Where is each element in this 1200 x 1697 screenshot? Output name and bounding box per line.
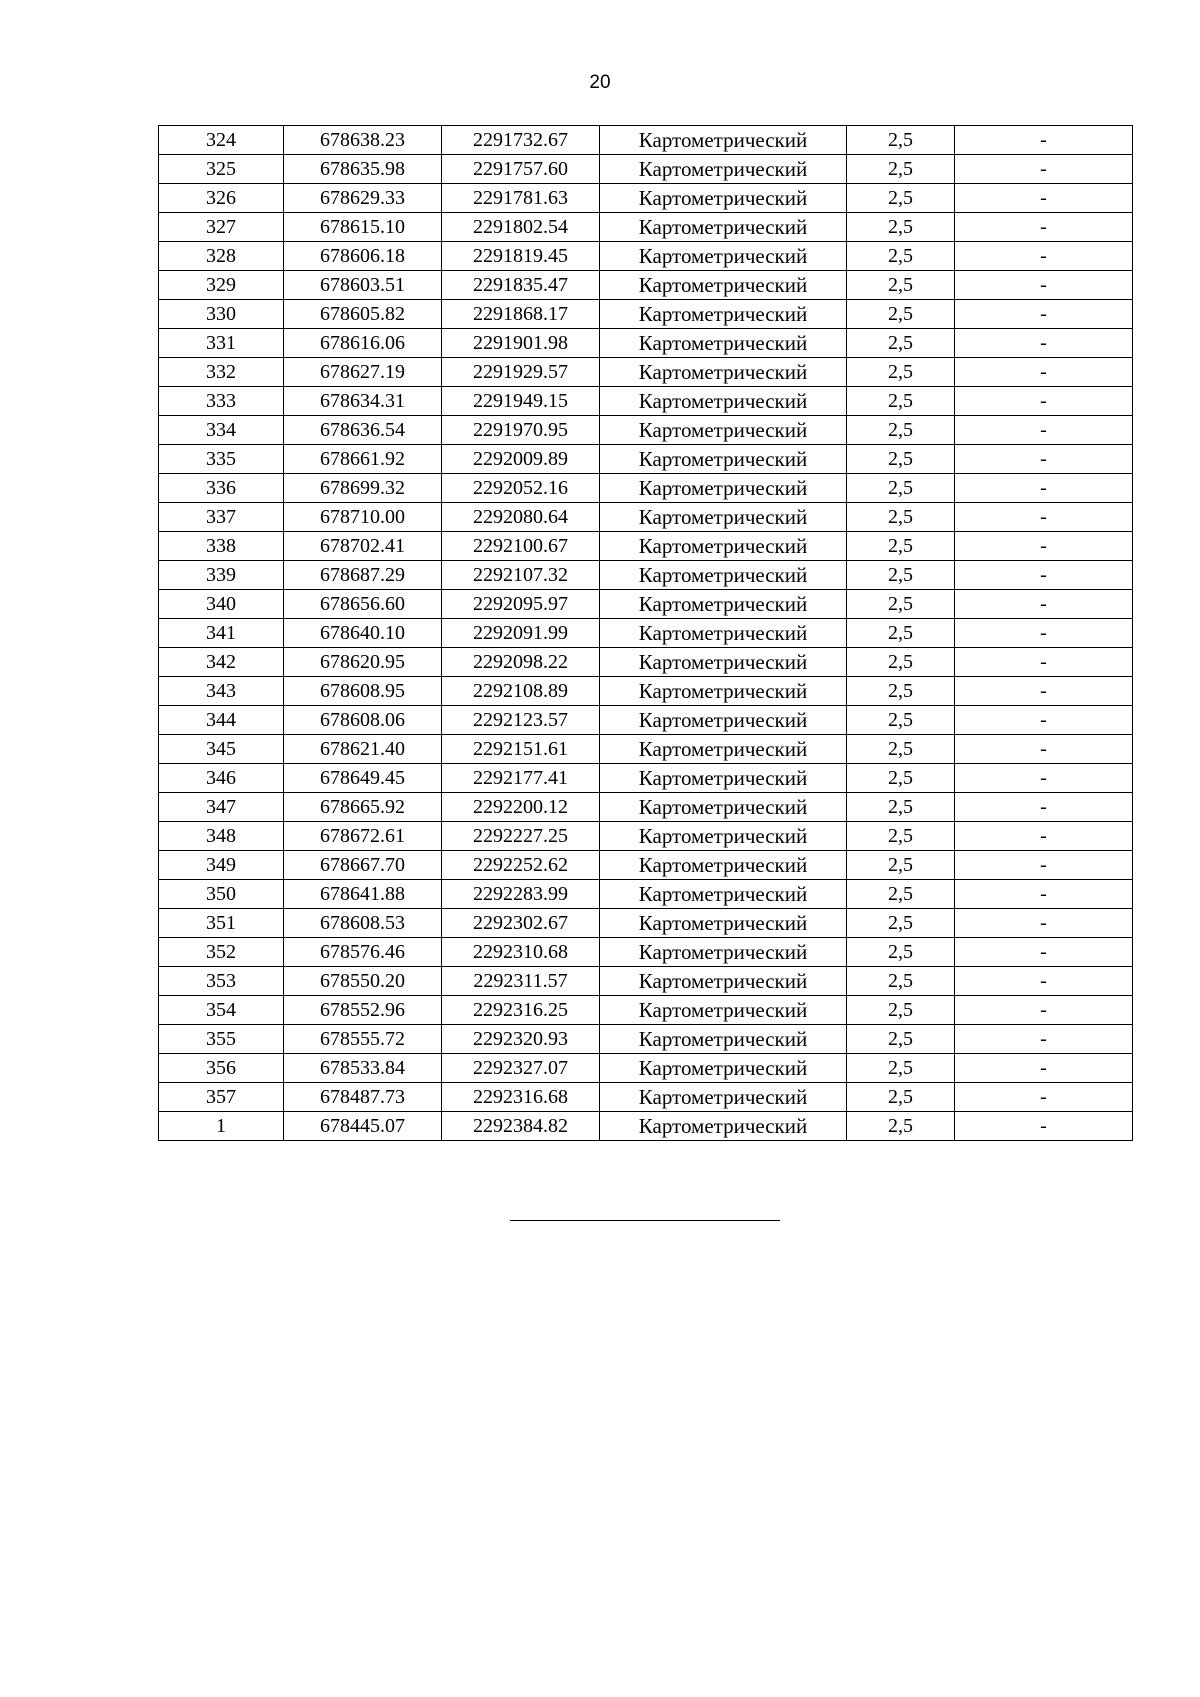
- x-coordinate-cell: 678605.82: [284, 300, 442, 329]
- y-coordinate-cell: 2291802.54: [442, 213, 600, 242]
- accuracy-cell: 2,5: [847, 503, 955, 532]
- table-row: [159, 532, 1133, 561]
- method-cell: Картометрический: [600, 909, 847, 938]
- accuracy-cell: 2,5: [847, 184, 955, 213]
- x-coordinate-cell: 678661.92: [284, 445, 442, 474]
- y-coordinate-cell: 2292091.99: [442, 619, 600, 648]
- point-number-cell: 335: [159, 445, 284, 474]
- description-cell: -: [955, 822, 1133, 851]
- table-row: [159, 387, 1133, 416]
- y-coordinate-cell: 2291781.63: [442, 184, 600, 213]
- y-coordinate-cell: 2292123.57: [442, 706, 600, 735]
- y-coordinate-cell: 2291819.45: [442, 242, 600, 271]
- description-cell: -: [955, 271, 1133, 300]
- y-coordinate-cell: 2292095.97: [442, 590, 600, 619]
- y-coordinate-cell: 2292310.68: [442, 938, 600, 967]
- accuracy-cell: 2,5: [847, 126, 955, 155]
- y-coordinate-cell: 2292177.41: [442, 764, 600, 793]
- x-coordinate-cell: 678636.54: [284, 416, 442, 445]
- x-coordinate-cell: 678608.06: [284, 706, 442, 735]
- method-cell: Картометрический: [600, 619, 847, 648]
- accuracy-cell: 2,5: [847, 387, 955, 416]
- y-coordinate-cell: 2292302.67: [442, 909, 600, 938]
- point-number-cell: 336: [159, 474, 284, 503]
- description-cell: -: [955, 300, 1133, 329]
- description-cell: -: [955, 909, 1133, 938]
- method-cell: Картометрический: [600, 996, 847, 1025]
- description-cell: -: [955, 619, 1133, 648]
- y-coordinate-cell: 2291732.67: [442, 126, 600, 155]
- x-coordinate-cell: 678638.23: [284, 126, 442, 155]
- x-coordinate-cell: 678606.18: [284, 242, 442, 271]
- x-coordinate-cell: 678621.40: [284, 735, 442, 764]
- x-coordinate-cell: 678702.41: [284, 532, 442, 561]
- coordinates-table: [158, 125, 1133, 1141]
- accuracy-cell: 2,5: [847, 996, 955, 1025]
- table-row: [159, 503, 1133, 532]
- table-row: [159, 155, 1133, 184]
- x-coordinate-cell: 678487.73: [284, 1083, 442, 1112]
- point-number-cell: 324: [159, 126, 284, 155]
- point-number-cell: 326: [159, 184, 284, 213]
- y-coordinate-cell: 2292311.57: [442, 967, 600, 996]
- point-number-cell: 352: [159, 938, 284, 967]
- table-row: [159, 909, 1133, 938]
- description-cell: -: [955, 735, 1133, 764]
- x-coordinate-cell: 678672.61: [284, 822, 442, 851]
- description-cell: -: [955, 155, 1133, 184]
- description-cell: -: [955, 387, 1133, 416]
- x-coordinate-cell: 678615.10: [284, 213, 442, 242]
- point-number-cell: 347: [159, 793, 284, 822]
- point-number-cell: 344: [159, 706, 284, 735]
- table-row: [159, 793, 1133, 822]
- table-row: [159, 213, 1133, 242]
- description-cell: -: [955, 880, 1133, 909]
- table-row: [159, 329, 1133, 358]
- description-cell: -: [955, 967, 1133, 996]
- point-number-cell: 328: [159, 242, 284, 271]
- x-coordinate-cell: 678634.31: [284, 387, 442, 416]
- table-row: [159, 1054, 1133, 1083]
- method-cell: Картометрический: [600, 300, 847, 329]
- method-cell: Картометрический: [600, 1025, 847, 1054]
- x-coordinate-cell: 678576.46: [284, 938, 442, 967]
- table-row: [159, 735, 1133, 764]
- y-coordinate-cell: 2291757.60: [442, 155, 600, 184]
- point-number-cell: 343: [159, 677, 284, 706]
- x-coordinate-cell: 678667.70: [284, 851, 442, 880]
- x-coordinate-cell: 678445.07: [284, 1112, 442, 1141]
- table-body: [159, 126, 1133, 1141]
- method-cell: Картометрический: [600, 561, 847, 590]
- description-cell: -: [955, 764, 1133, 793]
- table-row: [159, 561, 1133, 590]
- method-cell: Картометрический: [600, 590, 847, 619]
- point-number-cell: 329: [159, 271, 284, 300]
- description-cell: -: [955, 590, 1133, 619]
- description-cell: -: [955, 503, 1133, 532]
- y-coordinate-cell: 2292108.89: [442, 677, 600, 706]
- x-coordinate-cell: 678656.60: [284, 590, 442, 619]
- accuracy-cell: 2,5: [847, 735, 955, 764]
- y-coordinate-cell: 2292227.25: [442, 822, 600, 851]
- method-cell: Картометрический: [600, 532, 847, 561]
- x-coordinate-cell: 678627.19: [284, 358, 442, 387]
- accuracy-cell: 2,5: [847, 880, 955, 909]
- method-cell: Картометрический: [600, 706, 847, 735]
- description-cell: -: [955, 184, 1133, 213]
- method-cell: Картометрический: [600, 648, 847, 677]
- point-number-cell: 327: [159, 213, 284, 242]
- accuracy-cell: 2,5: [847, 822, 955, 851]
- y-coordinate-cell: 2292151.61: [442, 735, 600, 764]
- point-number-cell: 340: [159, 590, 284, 619]
- table-row: [159, 445, 1133, 474]
- x-coordinate-cell: 678649.45: [284, 764, 442, 793]
- table-row: [159, 619, 1133, 648]
- accuracy-cell: 2,5: [847, 648, 955, 677]
- y-coordinate-cell: 2292316.25: [442, 996, 600, 1025]
- x-coordinate-cell: 678620.95: [284, 648, 442, 677]
- end-divider-line: [510, 1220, 780, 1221]
- point-number-cell: 338: [159, 532, 284, 561]
- description-cell: -: [955, 474, 1133, 503]
- accuracy-cell: 2,5: [847, 532, 955, 561]
- description-cell: -: [955, 445, 1133, 474]
- description-cell: -: [955, 561, 1133, 590]
- accuracy-cell: 2,5: [847, 590, 955, 619]
- description-cell: -: [955, 793, 1133, 822]
- point-number-cell: 351: [159, 909, 284, 938]
- description-cell: -: [955, 532, 1133, 561]
- description-cell: -: [955, 126, 1133, 155]
- table-row: [159, 126, 1133, 155]
- point-number-cell: 325: [159, 155, 284, 184]
- y-coordinate-cell: 2291868.17: [442, 300, 600, 329]
- method-cell: Картометрический: [600, 793, 847, 822]
- accuracy-cell: 2,5: [847, 242, 955, 271]
- point-number-cell: 356: [159, 1054, 284, 1083]
- description-cell: -: [955, 677, 1133, 706]
- method-cell: Картометрический: [600, 1083, 847, 1112]
- point-number-cell: 1: [159, 1112, 284, 1141]
- table-row: [159, 851, 1133, 880]
- point-number-cell: 339: [159, 561, 284, 590]
- method-cell: Картометрический: [600, 126, 847, 155]
- table-row: [159, 300, 1133, 329]
- description-cell: -: [955, 1083, 1133, 1112]
- x-coordinate-cell: 678550.20: [284, 967, 442, 996]
- x-coordinate-cell: 678629.33: [284, 184, 442, 213]
- y-coordinate-cell: 2291901.98: [442, 329, 600, 358]
- accuracy-cell: 2,5: [847, 329, 955, 358]
- description-cell: -: [955, 329, 1133, 358]
- x-coordinate-cell: 678635.98: [284, 155, 442, 184]
- method-cell: Картометрический: [600, 213, 847, 242]
- page-number: 20: [589, 72, 611, 93]
- method-cell: Картометрический: [600, 967, 847, 996]
- point-number-cell: 353: [159, 967, 284, 996]
- method-cell: Картометрический: [600, 184, 847, 213]
- description-cell: -: [955, 938, 1133, 967]
- y-coordinate-cell: 2292384.82: [442, 1112, 600, 1141]
- method-cell: Картометрический: [600, 938, 847, 967]
- y-coordinate-cell: 2292080.64: [442, 503, 600, 532]
- description-cell: -: [955, 648, 1133, 677]
- y-coordinate-cell: 2291970.95: [442, 416, 600, 445]
- method-cell: Картометрический: [600, 445, 847, 474]
- accuracy-cell: 2,5: [847, 561, 955, 590]
- x-coordinate-cell: 678555.72: [284, 1025, 442, 1054]
- y-coordinate-cell: 2292098.22: [442, 648, 600, 677]
- point-number-cell: 331: [159, 329, 284, 358]
- point-number-cell: 333: [159, 387, 284, 416]
- method-cell: Картометрический: [600, 358, 847, 387]
- y-coordinate-cell: 2292100.67: [442, 532, 600, 561]
- accuracy-cell: 2,5: [847, 300, 955, 329]
- x-coordinate-cell: 678603.51: [284, 271, 442, 300]
- y-coordinate-cell: 2292200.12: [442, 793, 600, 822]
- point-number-cell: 357: [159, 1083, 284, 1112]
- method-cell: Картометрический: [600, 1112, 847, 1141]
- method-cell: Картометрический: [600, 851, 847, 880]
- accuracy-cell: 2,5: [847, 155, 955, 184]
- accuracy-cell: 2,5: [847, 677, 955, 706]
- x-coordinate-cell: 678608.95: [284, 677, 442, 706]
- table-row: [159, 996, 1133, 1025]
- y-coordinate-cell: 2292316.68: [442, 1083, 600, 1112]
- method-cell: Картометрический: [600, 677, 847, 706]
- method-cell: Картометрический: [600, 416, 847, 445]
- method-cell: Картометрический: [600, 474, 847, 503]
- x-coordinate-cell: 678687.29: [284, 561, 442, 590]
- accuracy-cell: 2,5: [847, 764, 955, 793]
- point-number-cell: 350: [159, 880, 284, 909]
- method-cell: Картометрический: [600, 822, 847, 851]
- method-cell: Картометрический: [600, 329, 847, 358]
- description-cell: -: [955, 416, 1133, 445]
- table-row: [159, 1083, 1133, 1112]
- accuracy-cell: 2,5: [847, 967, 955, 996]
- point-number-cell: 341: [159, 619, 284, 648]
- accuracy-cell: 2,5: [847, 445, 955, 474]
- point-number-cell: 349: [159, 851, 284, 880]
- accuracy-cell: 2,5: [847, 358, 955, 387]
- y-coordinate-cell: 2292320.93: [442, 1025, 600, 1054]
- y-coordinate-cell: 2291835.47: [442, 271, 600, 300]
- table-row: [159, 938, 1133, 967]
- method-cell: Картометрический: [600, 1054, 847, 1083]
- table-row: [159, 271, 1133, 300]
- description-cell: -: [955, 242, 1133, 271]
- accuracy-cell: 2,5: [847, 1083, 955, 1112]
- table-row: [159, 1025, 1133, 1054]
- point-number-cell: 345: [159, 735, 284, 764]
- table-row: [159, 677, 1133, 706]
- accuracy-cell: 2,5: [847, 1112, 955, 1141]
- accuracy-cell: 2,5: [847, 793, 955, 822]
- y-coordinate-cell: 2292009.89: [442, 445, 600, 474]
- accuracy-cell: 2,5: [847, 938, 955, 967]
- description-cell: -: [955, 706, 1133, 735]
- method-cell: Картометрический: [600, 242, 847, 271]
- table-row: [159, 184, 1133, 213]
- point-number-cell: 332: [159, 358, 284, 387]
- description-cell: -: [955, 1025, 1133, 1054]
- description-cell: -: [955, 213, 1133, 242]
- table-row: [159, 648, 1133, 677]
- accuracy-cell: 2,5: [847, 851, 955, 880]
- table-row: [159, 822, 1133, 851]
- point-number-cell: 330: [159, 300, 284, 329]
- accuracy-cell: 2,5: [847, 909, 955, 938]
- y-coordinate-cell: 2291949.15: [442, 387, 600, 416]
- accuracy-cell: 2,5: [847, 1025, 955, 1054]
- x-coordinate-cell: 678616.06: [284, 329, 442, 358]
- method-cell: Картометрический: [600, 503, 847, 532]
- point-number-cell: 355: [159, 1025, 284, 1054]
- method-cell: Картометрический: [600, 764, 847, 793]
- y-coordinate-cell: 2291929.57: [442, 358, 600, 387]
- point-number-cell: 334: [159, 416, 284, 445]
- method-cell: Картометрический: [600, 735, 847, 764]
- description-cell: -: [955, 1112, 1133, 1141]
- point-number-cell: 337: [159, 503, 284, 532]
- x-coordinate-cell: 678699.32: [284, 474, 442, 503]
- table-row: [159, 590, 1133, 619]
- table-row: [159, 880, 1133, 909]
- x-coordinate-cell: 678641.88: [284, 880, 442, 909]
- table-row: [159, 1112, 1133, 1141]
- description-cell: -: [955, 1054, 1133, 1083]
- method-cell: Картометрический: [600, 387, 847, 416]
- table-row: [159, 706, 1133, 735]
- y-coordinate-cell: 2292283.99: [442, 880, 600, 909]
- accuracy-cell: 2,5: [847, 213, 955, 242]
- y-coordinate-cell: 2292252.62: [442, 851, 600, 880]
- accuracy-cell: 2,5: [847, 416, 955, 445]
- accuracy-cell: 2,5: [847, 619, 955, 648]
- point-number-cell: 354: [159, 996, 284, 1025]
- accuracy-cell: 2,5: [847, 474, 955, 503]
- accuracy-cell: 2,5: [847, 706, 955, 735]
- method-cell: Картометрический: [600, 155, 847, 184]
- y-coordinate-cell: 2292052.16: [442, 474, 600, 503]
- method-cell: Картометрический: [600, 880, 847, 909]
- description-cell: -: [955, 851, 1133, 880]
- point-number-cell: 348: [159, 822, 284, 851]
- y-coordinate-cell: 2292327.07: [442, 1054, 600, 1083]
- x-coordinate-cell: 678608.53: [284, 909, 442, 938]
- x-coordinate-cell: 678710.00: [284, 503, 442, 532]
- table-row: [159, 242, 1133, 271]
- table-row: [159, 358, 1133, 387]
- point-number-cell: 346: [159, 764, 284, 793]
- accuracy-cell: 2,5: [847, 1054, 955, 1083]
- x-coordinate-cell: 678665.92: [284, 793, 442, 822]
- table-row: [159, 474, 1133, 503]
- table-row: [159, 416, 1133, 445]
- table-row: [159, 967, 1133, 996]
- y-coordinate-cell: 2292107.32: [442, 561, 600, 590]
- accuracy-cell: 2,5: [847, 271, 955, 300]
- x-coordinate-cell: 678640.10: [284, 619, 442, 648]
- point-number-cell: 342: [159, 648, 284, 677]
- x-coordinate-cell: 678552.96: [284, 996, 442, 1025]
- description-cell: -: [955, 358, 1133, 387]
- description-cell: -: [955, 996, 1133, 1025]
- x-coordinate-cell: 678533.84: [284, 1054, 442, 1083]
- method-cell: Картометрический: [600, 271, 847, 300]
- table-row: [159, 764, 1133, 793]
